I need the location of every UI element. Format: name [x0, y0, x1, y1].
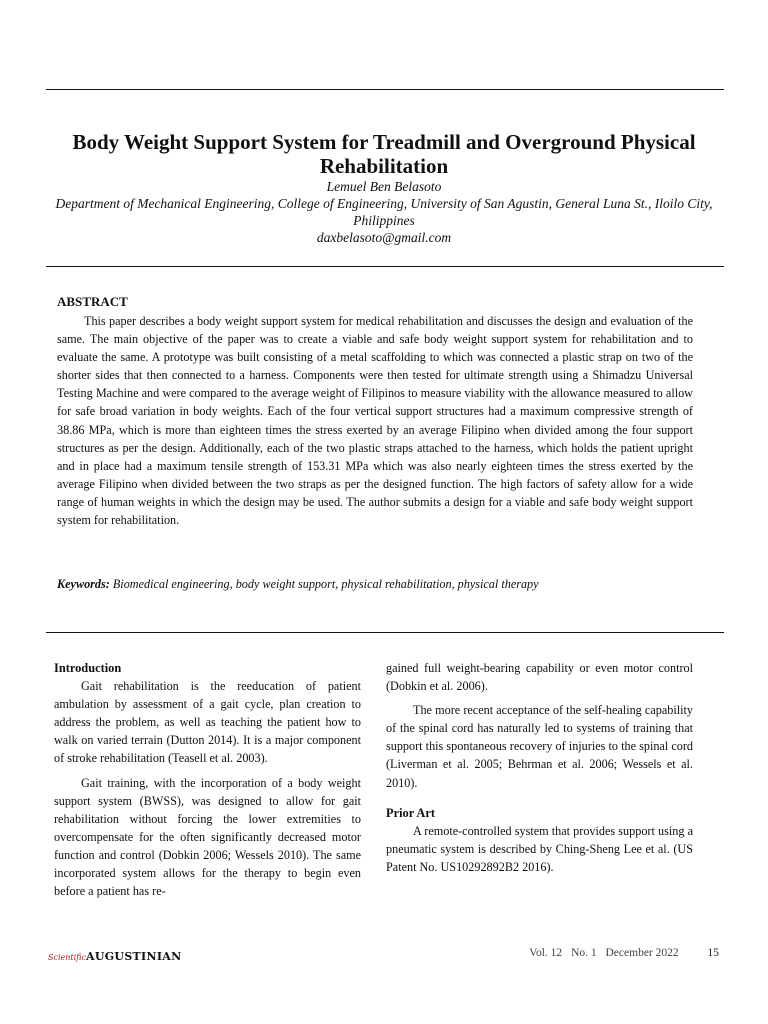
top-rule: [46, 89, 724, 90]
introduction-paragraph-3: The more recent acceptance of the self-healing capability of the spinal cord has naturally led to systems of training that support this spontaneous recovery of injuries to the spinal cord (Liverman et al. 2005; Behrman et al. 2006; Wessels et al. 2010).: [386, 703, 693, 790]
footer-volume: Vol. 12: [529, 947, 563, 959]
keywords-label: Keywords:: [57, 577, 110, 591]
author-affiliation: Department of Mechanical Engineering, College of Engineering, University of San Agustin, General Luna St., Iloilo City, Philippines: [55, 196, 713, 228]
footer-issue-info: [523, 947, 719, 959]
prior-art-heading: Prior Art: [386, 805, 435, 820]
keywords-text: Biomedical engineering, body weight support, physical rehabilitation, physical therapy: [112, 577, 539, 591]
abstract-heading: ABSTRACT: [57, 294, 128, 309]
abstract-body: This paper describes a body weight support system for medical rehabilitation and discusses the design and evaluation of the same. The main objective of the paper was to create a viable and safe body weight support system for rehabilitation and to evaluate the same. A prototype was built consisting of a metal scaffolding to which was connected a plastic strap on two of the shorter sides that then connected to a harness. Components were then tested for ultimate strength using a Shimadzu Universal Testing Machine and were compared to the average weight of Filipinos to measure viability with the allowance measured to allow for safe broad variation in body weights. Each of the four vertical support structures had a maximum compressive strength of 38.86 MPa, which is more than eighteen times the stress exerted by an average Filipino when divided among the four support structures as per the design. Additionally, each of the two plastic straps attached to the harness, which holds the patient upright and in place had a maximum tensile strength of 153.31 MPa which was also nearly eighteen times the stress exerted by the average Filipino when divided between the two straps as per the designed function. The high factors of safety allow for a wide range of human weights in which the design may be used. The author submits a design for a viable and safe body weight support system for rehabilitation.: [57, 314, 693, 528]
keywords-line: [57, 575, 717, 593]
header-rule: [46, 266, 724, 267]
prior-art-paragraph-1: A remote-controlled system that provides support using a pneumatic system is described by Ching-Sheng Lee et al. (US Patent No. US10292892B2 2016).: [386, 823, 693, 874]
author-email: daxbelasoto@gmail.com: [316, 230, 452, 245]
left-column: [54, 659, 361, 906]
introduction-paragraph-2: Gait training, with the incorporation of a body weight support system (BWSS), was designed to allow for gait rehabilitation without forcing the lower extremities to overcompensate for the often significantly decreased motor function and control (Dobkin 2006; Wessels 2010). The same incorporated system allows for the therapy to begin even before a patient has re-: [54, 775, 361, 899]
right-column: [386, 659, 693, 882]
footer-date: December 2022: [605, 947, 679, 959]
author-name: Lemuel Ben Belasoto: [326, 179, 442, 194]
footer-issue: No. 1: [571, 947, 597, 959]
paper-header: [40, 130, 728, 246]
paper-title: Body Weight Support System for Treadmill and Overground Physical Rehabilitation: [72, 130, 696, 178]
abstract-section: [57, 294, 693, 529]
introduction-paragraph-1: Gait rehabilitation is the reeducation of patient ambulation by assessment of a gait cycle, plan creation to address the problem, as well as teaching the patient how to walk on varied terrain (Dutton 2014). It is a major component of stroke rehabilitation (Teasell et al. 2003).: [54, 679, 361, 766]
page-number: 15: [707, 947, 719, 959]
introduction-paragraph-2-continued: gained full weight-bearing capability or even motor control (Dobkin et al. 2006).: [386, 661, 693, 694]
introduction-heading: Introduction: [54, 661, 122, 675]
logo-script-text: Scientific: [48, 953, 86, 962]
journal-logo: [48, 950, 181, 965]
abstract-rule: [46, 632, 724, 633]
logo-main-text: AUGUSTINIAN: [86, 950, 182, 963]
